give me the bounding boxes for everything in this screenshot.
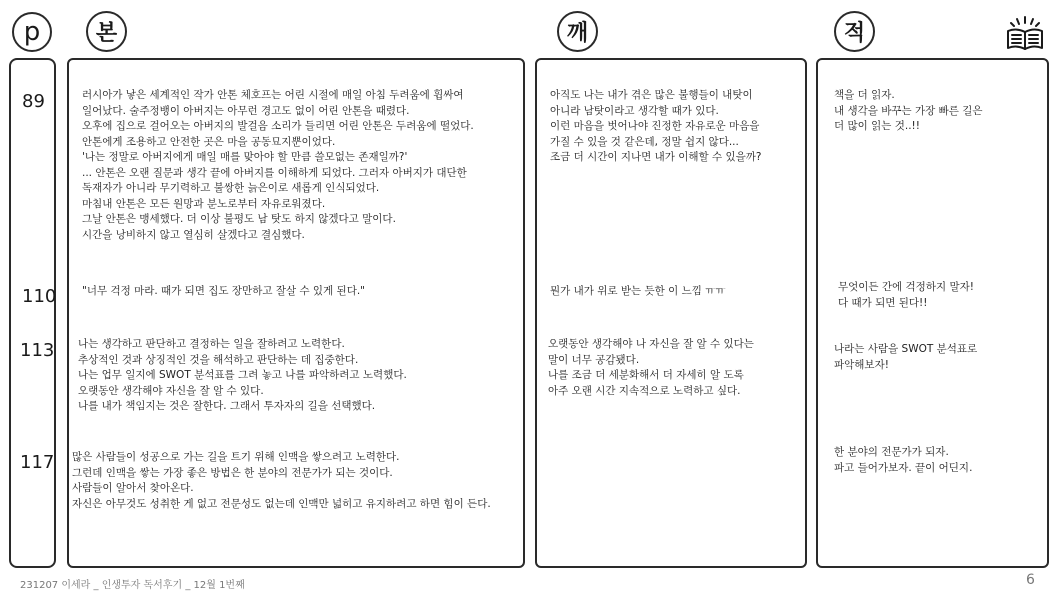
header-bon bbox=[86, 11, 127, 52]
row-number-column bbox=[9, 58, 56, 568]
page-number: 6 bbox=[1026, 572, 1035, 588]
application-117: 한 분야의 전문가가 되자. 파고 들어가보자. 끝이 어딘지. bbox=[834, 446, 973, 474]
footer-title: 231207 이세라 _ 인생투자 독서후기 _ 12월 1번째 bbox=[20, 580, 245, 591]
application-89: 책을 더 읽자. 내 생각을 바꾸는 가장 빠른 길은 더 많이 읽는 것..!! bbox=[834, 89, 983, 132]
application-110: 무엇이든 간에 걱정하지 말자! 다 때가 되면 된다!! bbox=[838, 281, 974, 309]
page-number-113: 113 bbox=[20, 340, 55, 361]
logo-p-circle bbox=[12, 12, 52, 52]
application-column bbox=[816, 58, 1049, 568]
header-kkae-label: 깨 bbox=[566, 21, 589, 46]
excerpt-110: "너무 걱정 마라. 때가 되면 집도 장만하고 잘살 수 있게 된다." bbox=[82, 285, 365, 297]
excerpt-117: 많은 사람들이 성공으로 가는 길을 트기 위해 인맥을 쌓으려고 노력한다. 그런데 인맥을 쌓는 가장 좋은 방법은 한 분야의 전문가가 되는 것이다. 사람들이 알아서 찾아온다. 자신은 아무것도 성취한 게 없고 전문성도 없는데 인맥만 넓히고 유지하려고 하면 힘이 든다. bbox=[72, 451, 491, 510]
realization-113: 오랫동안 생각해야 나 자신을 잘 알 수 있다는 말이 너무 공감됐다. 나를 조금 더 세분화해서 더 자세히 알 도록 아주 오랜 시간 지속적으로 노력하고 싶다. bbox=[548, 338, 754, 397]
excerpt-89: 러시아가 낳은 세계적인 작가 안톤 체호프는 어린 시절에 매일 아침 두려움에 휩싸여 일어났다. 술주정뱅이 아버지는 아무런 경고도 없이 어린 안톤을 때렸다. 오후에 집으로 걸어오는 아버지의 발걸음 소리가 들리면 어린 안톤은 두려움에 떨었다. 안톤에게 조용하고 안전한 곳은 마을 공동묘지뿐이었다. '나는 정말로 아버지에게 매일 매를 맞아야 할 만큼 쓸모없는 존재일까?' ... 안톤은 오랜 질문과 생각 끝에 아버지를 이해하게 되었다. 그러자 아버지가 대단한 독재자가 아니라 무기력하고 불쌍한 늙은이로 새롭게 인식되었다. 마침내 안톤은 모든 원망과 분노로부터 자유로워졌다. 그날 안톤은 맹세했다. 더 이상 불평도 남 탓도 하지 않겠다고 말이다. 시간을 낭비하지 않고 열심히 살겠다고 결심했다. bbox=[82, 89, 474, 241]
realization-110: 뭔가 내가 위로 받는 듯한 이 느낌 ㅠㅠ bbox=[550, 285, 726, 297]
header-bon-label: 본 bbox=[95, 21, 118, 46]
application-113: 나라는 사람을 SWOT 분석표로 파악해보자! bbox=[834, 343, 978, 371]
header-kkae bbox=[557, 11, 598, 52]
open-book-icon bbox=[1004, 14, 1046, 52]
page-number-117: 117 bbox=[20, 452, 55, 473]
excerpt-113: 나는 생각하고 판단하고 결정하는 일을 잘하려고 노력한다. 추상적인 것과 상징적인 것을 해석하고 판단하는 데 집중한다. 나는 업무 일지에 SWOT 분석표를 그려 놓고 나를 파악하려고 노력했다. 오랫동안 생각해야 자신을 잘 알 수 있다. 나를 내가 책임지는 것은 잘한다. 그래서 투자자의 길을 선택했다. bbox=[78, 338, 407, 412]
realization-89: 아직도 나는 내가 겪은 많은 불행들이 내탓이 아니라 남탓이라고 생각할 때가 있다. 이런 마음을 벗어나야 진정한 자유로운 마음을 가질 수 있을 것 같은데, 정말 쉽지 않다... 조금 더 시간이 지나면 내가 이해할 수 있을까? bbox=[550, 89, 762, 163]
header-jeok bbox=[834, 11, 875, 52]
page-number-89: 89 bbox=[22, 91, 45, 112]
logo-letter: p bbox=[23, 17, 41, 47]
page-number-110: 110 bbox=[22, 286, 57, 307]
header-jeok-label: 적 bbox=[843, 21, 866, 46]
